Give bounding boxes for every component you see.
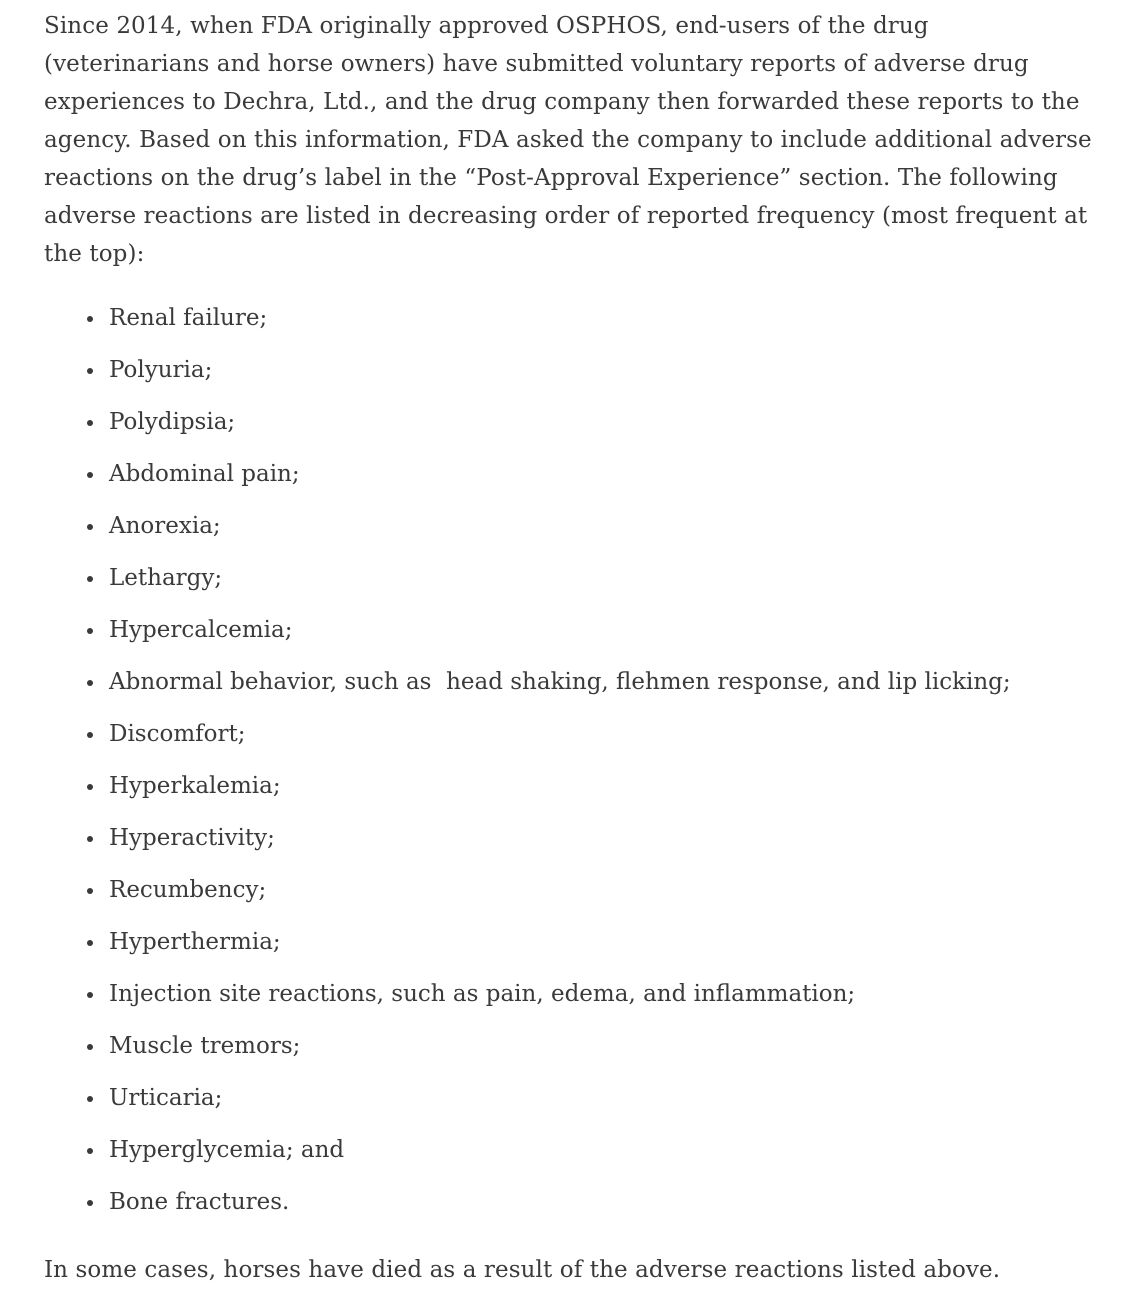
list-item-hyperactivity: • Hyperactivity; [106, 819, 1092, 857]
list-item-hyperglycemia: • Hyperglycemia; and [106, 1131, 1092, 1169]
list-item-recumbency: • Recumbency; [106, 871, 1092, 909]
list-item-lethargy: • Lethargy; [106, 559, 1092, 597]
list-item-hyperkalemia: • Hyperkalemia; [106, 767, 1092, 805]
list-item-renal-failure: • Renal failure; [106, 299, 1092, 337]
list-item-muscle-tremors: • Muscle tremors; [106, 1027, 1092, 1065]
list-item-polydipsia: • Polydipsia; [106, 403, 1092, 441]
list-item-anorexia: • Anorexia; [106, 507, 1092, 545]
list-item-hypercalcemia: • Hypercalcemia; [106, 611, 1092, 649]
list-item-polyuria: • Polyuria; [106, 351, 1092, 389]
list-item-injection-site: • Injection site reactions, such as pain, edema, and inflammation; [106, 975, 1092, 1013]
closing-paragraph: In some cases, horses have died as a result of the adverse reactions listed above. [44, 1257, 1001, 1283]
list-item-abdominal-pain: • Abdominal pain; [106, 455, 1092, 493]
intro-paragraph: Since 2014, when FDA originally approved OSPHOS, end-users of the drug (veterinarians and horse owners) have submitted voluntary reports of adverse drug experiences to Dechra, Ltd., and the drug company then forwarded these reports to the agency. Based on this information, FDA asked the company to include additional adverse reactions on the drug’s label in the “Post-Approval Experience” section. The following adverse reactions are listed in decreasing order of reported frequency (most frequent at the top): [44, 13, 1092, 267]
list-item-abnormal-behavior: • Abnormal behavior, such as head shaking, flehmen response, and lip licking; [106, 663, 1092, 701]
list-item-discomfort: • Discomfort; [106, 715, 1092, 753]
list-item-hyperthermia: • Hyperthermia; [106, 923, 1092, 961]
list-item-urticaria: • Urticaria; [106, 1079, 1092, 1117]
list-item-bone-fractures: • Bone fractures. [106, 1183, 1092, 1221]
adverse-reactions-list [44, 299, 1092, 1221]
